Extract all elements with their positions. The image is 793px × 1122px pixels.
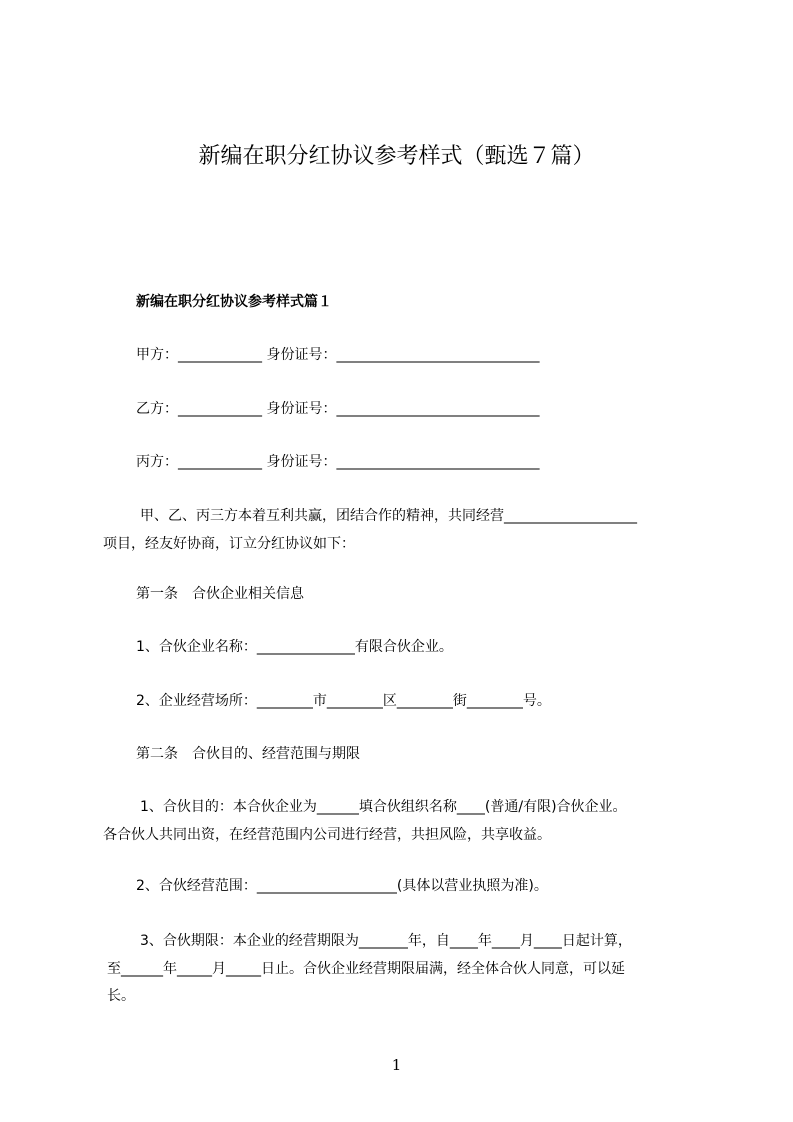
intro-line-2: 项目，经友好协商，订立分红协议如下： — [103, 536, 355, 552]
party-a-line: 甲方：____________ 身份证号：_____________________________ — [136, 347, 540, 363]
intro-line-1: 甲、乙、丙三方本着互利共赢，团结合作的精神，共同经营___________________ — [140, 508, 637, 524]
article-2-item-1-line-1: 1、合伙目的：本合伙企业为______填合伙组织名称____(普通/有限)合伙企业。 — [140, 799, 627, 815]
article-1-item-1: 1、合伙企业名称：______________有限合伙企业。 — [136, 639, 453, 655]
article-1-item-2: 2、企业经营场所：________市________区________街________号。 — [136, 693, 551, 709]
article-2-heading: 第二条 合伙目的、经营范围与期限 — [136, 746, 360, 762]
article-2-item-1-line-2: 各合伙人共同出资，在经营范围内公司进行经营，共担风险，共享收益。 — [103, 827, 551, 843]
page-number: 1 — [391, 1056, 402, 1074]
article-1-heading: 第一条 合伙企业相关信息 — [136, 586, 304, 602]
article-2-item-2: 2、合伙经营范围：____________________(具体以营业执照为准)。 — [136, 878, 548, 894]
party-c-line: 丙方：____________ 身份证号：_____________________________ — [136, 454, 540, 470]
section-heading: 新编在职分红协议参考样式篇１ — [136, 294, 332, 310]
document-title: 新编在职分红协议参考样式（甄选７篇） — [198, 144, 595, 169]
party-b-line: 乙方：____________ 身份证号：_____________________________ — [136, 401, 540, 417]
article-2-item-3-line-3: 长。 — [107, 988, 135, 1004]
article-2-item-3-line-1: 3、合伙期限：本企业的经营期限为_______年，自____年____月____日起计算， — [140, 933, 632, 949]
article-2-item-3-line-2: 至______年_____月_____日止。合伙企业经营期限届满，经全体合伙人同意，可以延 — [107, 961, 625, 977]
